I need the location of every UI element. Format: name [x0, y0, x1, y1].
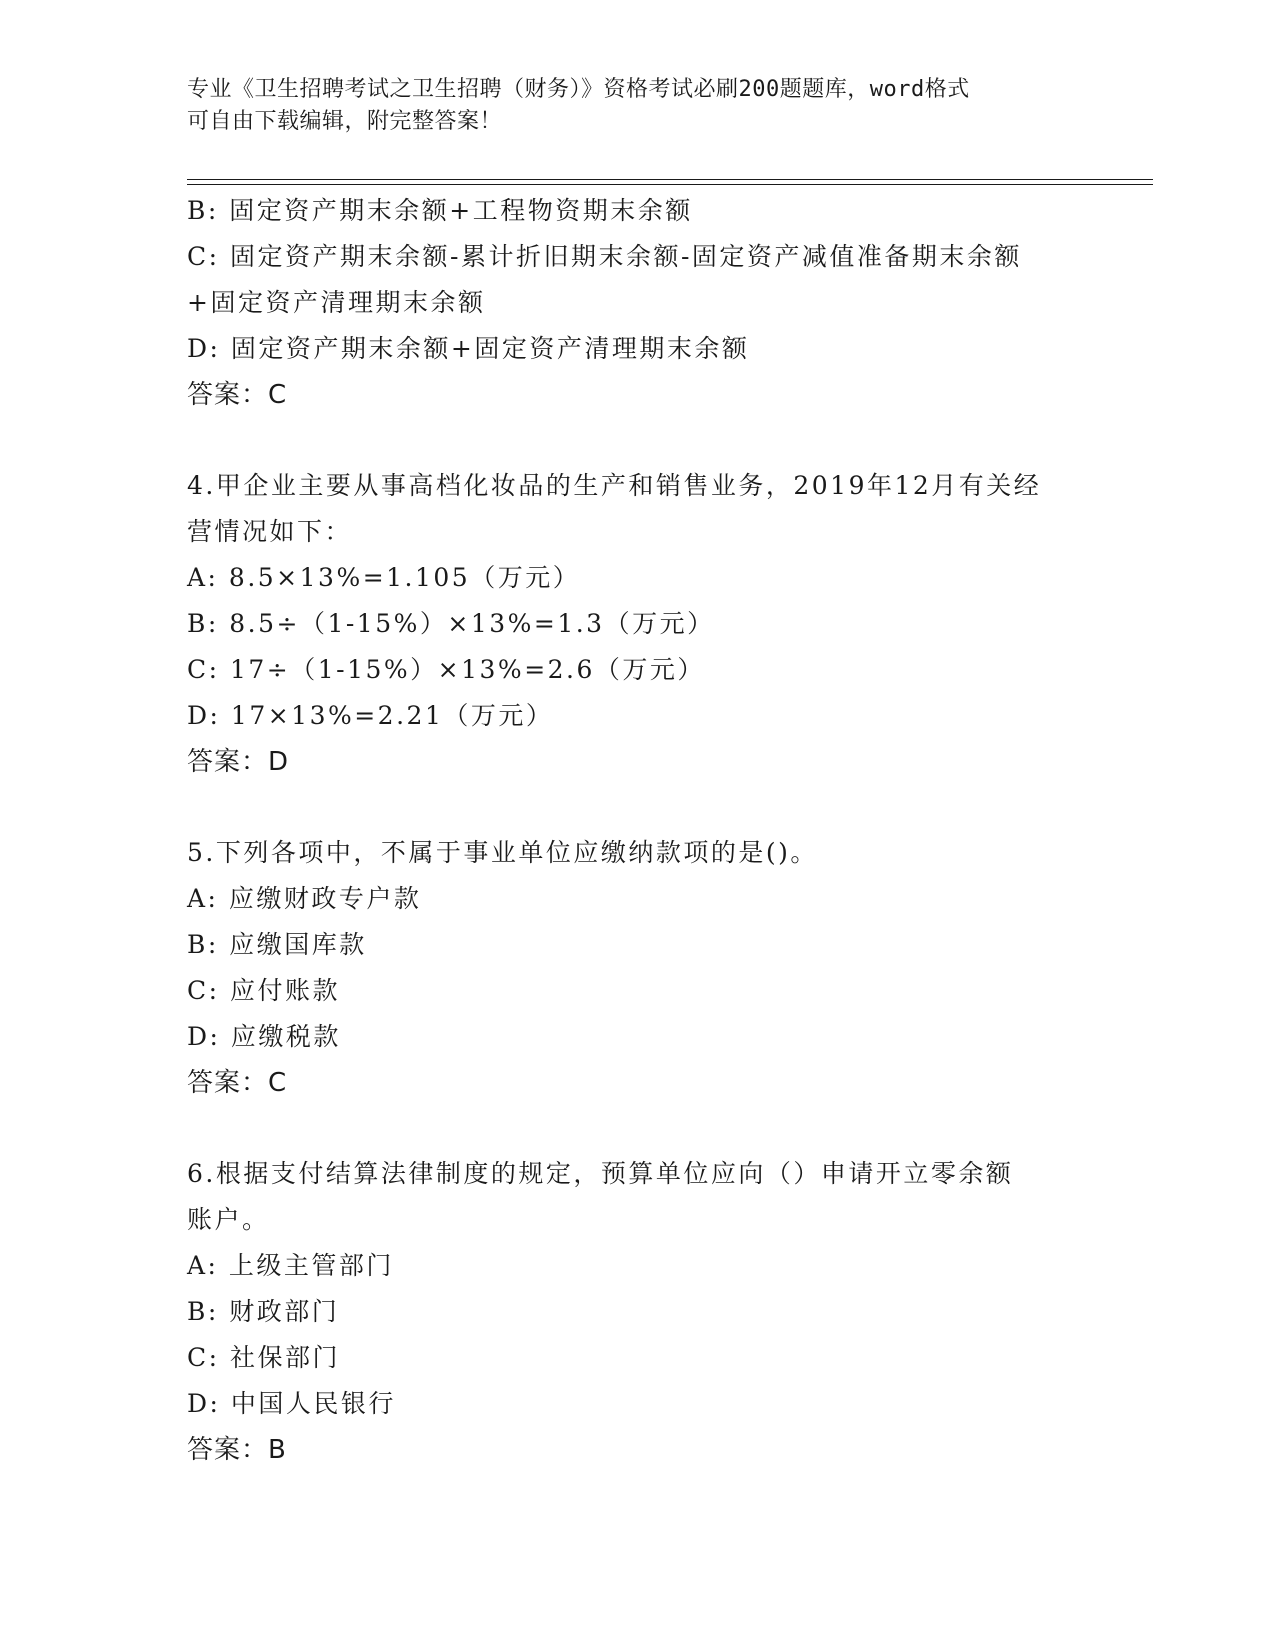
spacer: [187, 1106, 1087, 1151]
question-6: [187, 1151, 1087, 1473]
question-6-stem-line-2: 账户。: [187, 1205, 270, 1234]
question-3-continued: [187, 188, 1087, 418]
question-4-answer: 答案：D: [187, 747, 290, 777]
question-5-option-d: D: 应缴税款: [187, 1022, 341, 1051]
question-6-option-b: B: 财政部门: [187, 1297, 340, 1326]
question-4-stem-line-2: 营情况如下：: [187, 517, 353, 546]
header-divider-bottom: [187, 184, 1153, 185]
question-3-option-c-line-2: +固定资产清理期末余额: [187, 288, 486, 317]
question-5: [187, 830, 1087, 1106]
question-5-option-b: B: 应缴国库款: [187, 930, 367, 959]
question-3-answer: 答案：C: [187, 380, 288, 410]
question-4-option-d: D: 17×13%=2.21（万元）: [187, 701, 554, 730]
header-title-line-2: 可自由下载编辑，附完整答案！: [187, 109, 503, 134]
question-6-option-d: D: 中国人民银行: [187, 1389, 396, 1418]
question-5-option-a: A: 应缴财政专户款: [187, 884, 422, 913]
question-6-stem-line-1: 6.根据支付结算法律制度的规定，预算单位应向（）申请开立零余额: [187, 1159, 1014, 1188]
question-4-option-a: A: 8.5×13%=1.105（万元）: [187, 563, 581, 592]
question-6-option-c: C: 社保部门: [187, 1343, 340, 1372]
header-title-line-1: 专业《卫生招聘考试之卫生招聘（财务）》资格考试必刷200题题库，word格式: [187, 77, 970, 102]
header-divider-top: [187, 179, 1153, 180]
question-4-stem-line-1: 4.甲企业主要从事高档化妆品的生产和销售业务，2019年12月有关经: [187, 471, 1042, 500]
question-4: [187, 463, 1087, 785]
document-header: [187, 74, 1087, 138]
question-5-option-c: C: 应付账款: [187, 976, 340, 1005]
question-6-option-a: A: 上级主管部门: [187, 1251, 394, 1280]
question-4-option-c: C: 17÷（1-15%）×13%=2.6（万元）: [187, 655, 705, 684]
question-3-option-b: B: 固定资产期末余额+工程物资期末余额: [187, 196, 693, 225]
question-3-option-d: D: 固定资产期末余额+固定资产清理期末余额: [187, 334, 750, 363]
spacer: [187, 418, 1087, 463]
question-4-option-b: B: 8.5÷（1-15%）×13%=1.3（万元）: [187, 609, 715, 638]
question-5-answer: 答案：C: [187, 1068, 288, 1098]
question-6-answer: 答案：B: [187, 1435, 287, 1465]
question-list: [187, 188, 1087, 1473]
spacer: [187, 785, 1087, 830]
question-3-option-c-line-1: C: 固定资产期末余额-累计折旧期末余额-固定资产减值准备期末余额: [187, 242, 1022, 271]
question-5-stem: 5.下列各项中，不属于事业单位应缴纳款项的是()。: [187, 838, 818, 867]
